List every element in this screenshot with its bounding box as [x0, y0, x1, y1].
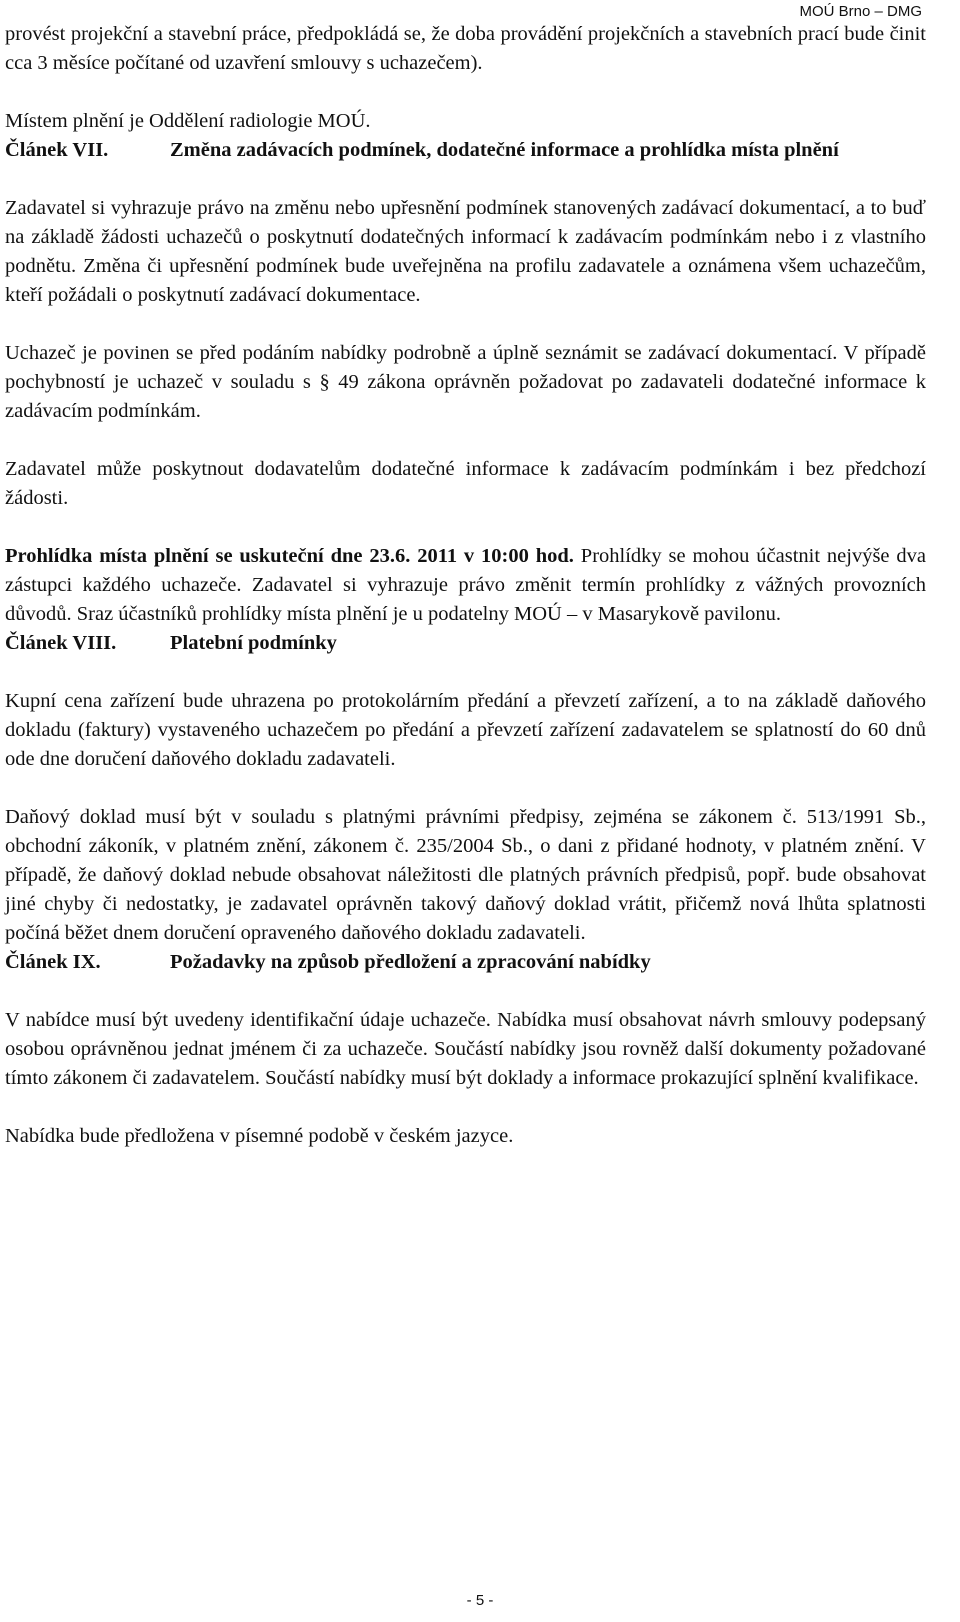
paragraph: Uchazeč je povinen se před podáním nabídky podrobně a úplně seznámit se zadávací dokumentací. V případě pochybností je uchazeč v souladu s § 49 zákona oprávněn požadovat po zadavateli dodatečné informace k zadávacím podmínkám.	[5, 342, 926, 422]
document-body	[5, 20, 926, 1151]
article-title: Požadavky na způsob předložení a zpracování nabídky	[170, 951, 651, 973]
article-number: Článek VII.	[5, 139, 109, 161]
article-title: Platební podmínky	[170, 632, 337, 654]
article-heading	[5, 948, 926, 977]
article-heading	[5, 629, 926, 658]
page-header: MOÚ Brno – DMG	[799, 3, 922, 20]
article-number: Článek IX.	[5, 951, 101, 973]
paragraph: Kupní cena zařízení bude uhrazena po protokolárním předání a převzetí zařízení, a to na základě daňového dokladu (faktury) vystaveného uchazečem po předání a převzetí zařízení zadavatelem se splatností do 60 dnů ode dne doručení daňového dokladu zadavateli.	[5, 690, 926, 770]
paragraph: Zadavatel si vyhrazuje právo na změnu nebo upřesnění podmínek stanovených zadávací dokumentací, a to buď na základě žádosti uchazečů o poskytnutí dodatečných informací k zadávacím podmínkám nebo i z vlastního podnětu. Změna či upřesnění podmínek bude uveřejněna na profilu zadavatele a oznámena všem uchazečům, kteří požádali o poskytnutí zadávací dokumentace.	[5, 197, 926, 306]
paragraph: provést projekční a stavební práce, předpokládá se, že doba provádění projekčních a stavebních prací bude činit cca 3 měsíce počítané od uzavření smlouvy s uchazečem).	[5, 23, 926, 74]
paragraph: Místem plnění je Oddělení radiologie MOÚ.	[5, 110, 371, 132]
paragraph: Nabídka bude předložena v písemné podobě v českém jazyce.	[5, 1125, 514, 1147]
page-number: - 5 -	[466, 1592, 494, 1609]
article-title: Změna zadávacích podmínek, dodatečné informace a prohlídka místa plnění	[170, 139, 839, 161]
paragraph: V nabídce musí být uvedeny identifikační údaje uchazeče. Nabídka musí obsahovat návrh smlouvy podepsaný osobou oprávněnou jednat jménem či za uchazeče. Součástí nabídky jsou rovněž další dokumenty požadované tímto zákonem či zadavatelem. Součástí nabídky musí být doklady a informace prokazující splnění kvalifikace.	[5, 1009, 926, 1089]
inspection-date-notice: Prohlídka místa plnění se uskuteční dne 23.6. 2011 v 10:00 hod.	[5, 545, 574, 567]
article-number: Článek VIII.	[5, 632, 117, 654]
paragraph	[5, 542, 926, 629]
article-heading	[5, 136, 926, 165]
paragraph-text: Prohlídky se mohou účastnit nejvýše dva zástupci každého uchazeče. Zadavatel si vyhrazuje právo změnit termín prohlídky z vážných provozních důvodů. Sraz účastníků prohlídky místa plnění je u podatelny MOÚ – v Masarykově pavilonu.	[5, 545, 926, 625]
paragraph: Daňový doklad musí být v souladu s platnými právními předpisy, zejména se zákonem č. 513/1991 Sb., obchodní zákoník, v platném znění, zákonem č. 235/2004 Sb., o dani z přidané hodnoty, v platném znění. V případě, že daňový doklad nebude obsahovat náležitosti dle platných právních předpisů, popř. bude obsahovat jiné chyby či nedostatky, je zadavatel oprávněn takový daňový doklad vrátit, přičemž nová lhůta splatnosti počíná běžet dnem doručení opraveného daňového dokladu zadavateli.	[5, 806, 926, 944]
paragraph: Zadavatel může poskytnout dodavatelům dodatečné informace k zadávacím podmínkám i bez předchozí žádosti.	[5, 458, 926, 509]
